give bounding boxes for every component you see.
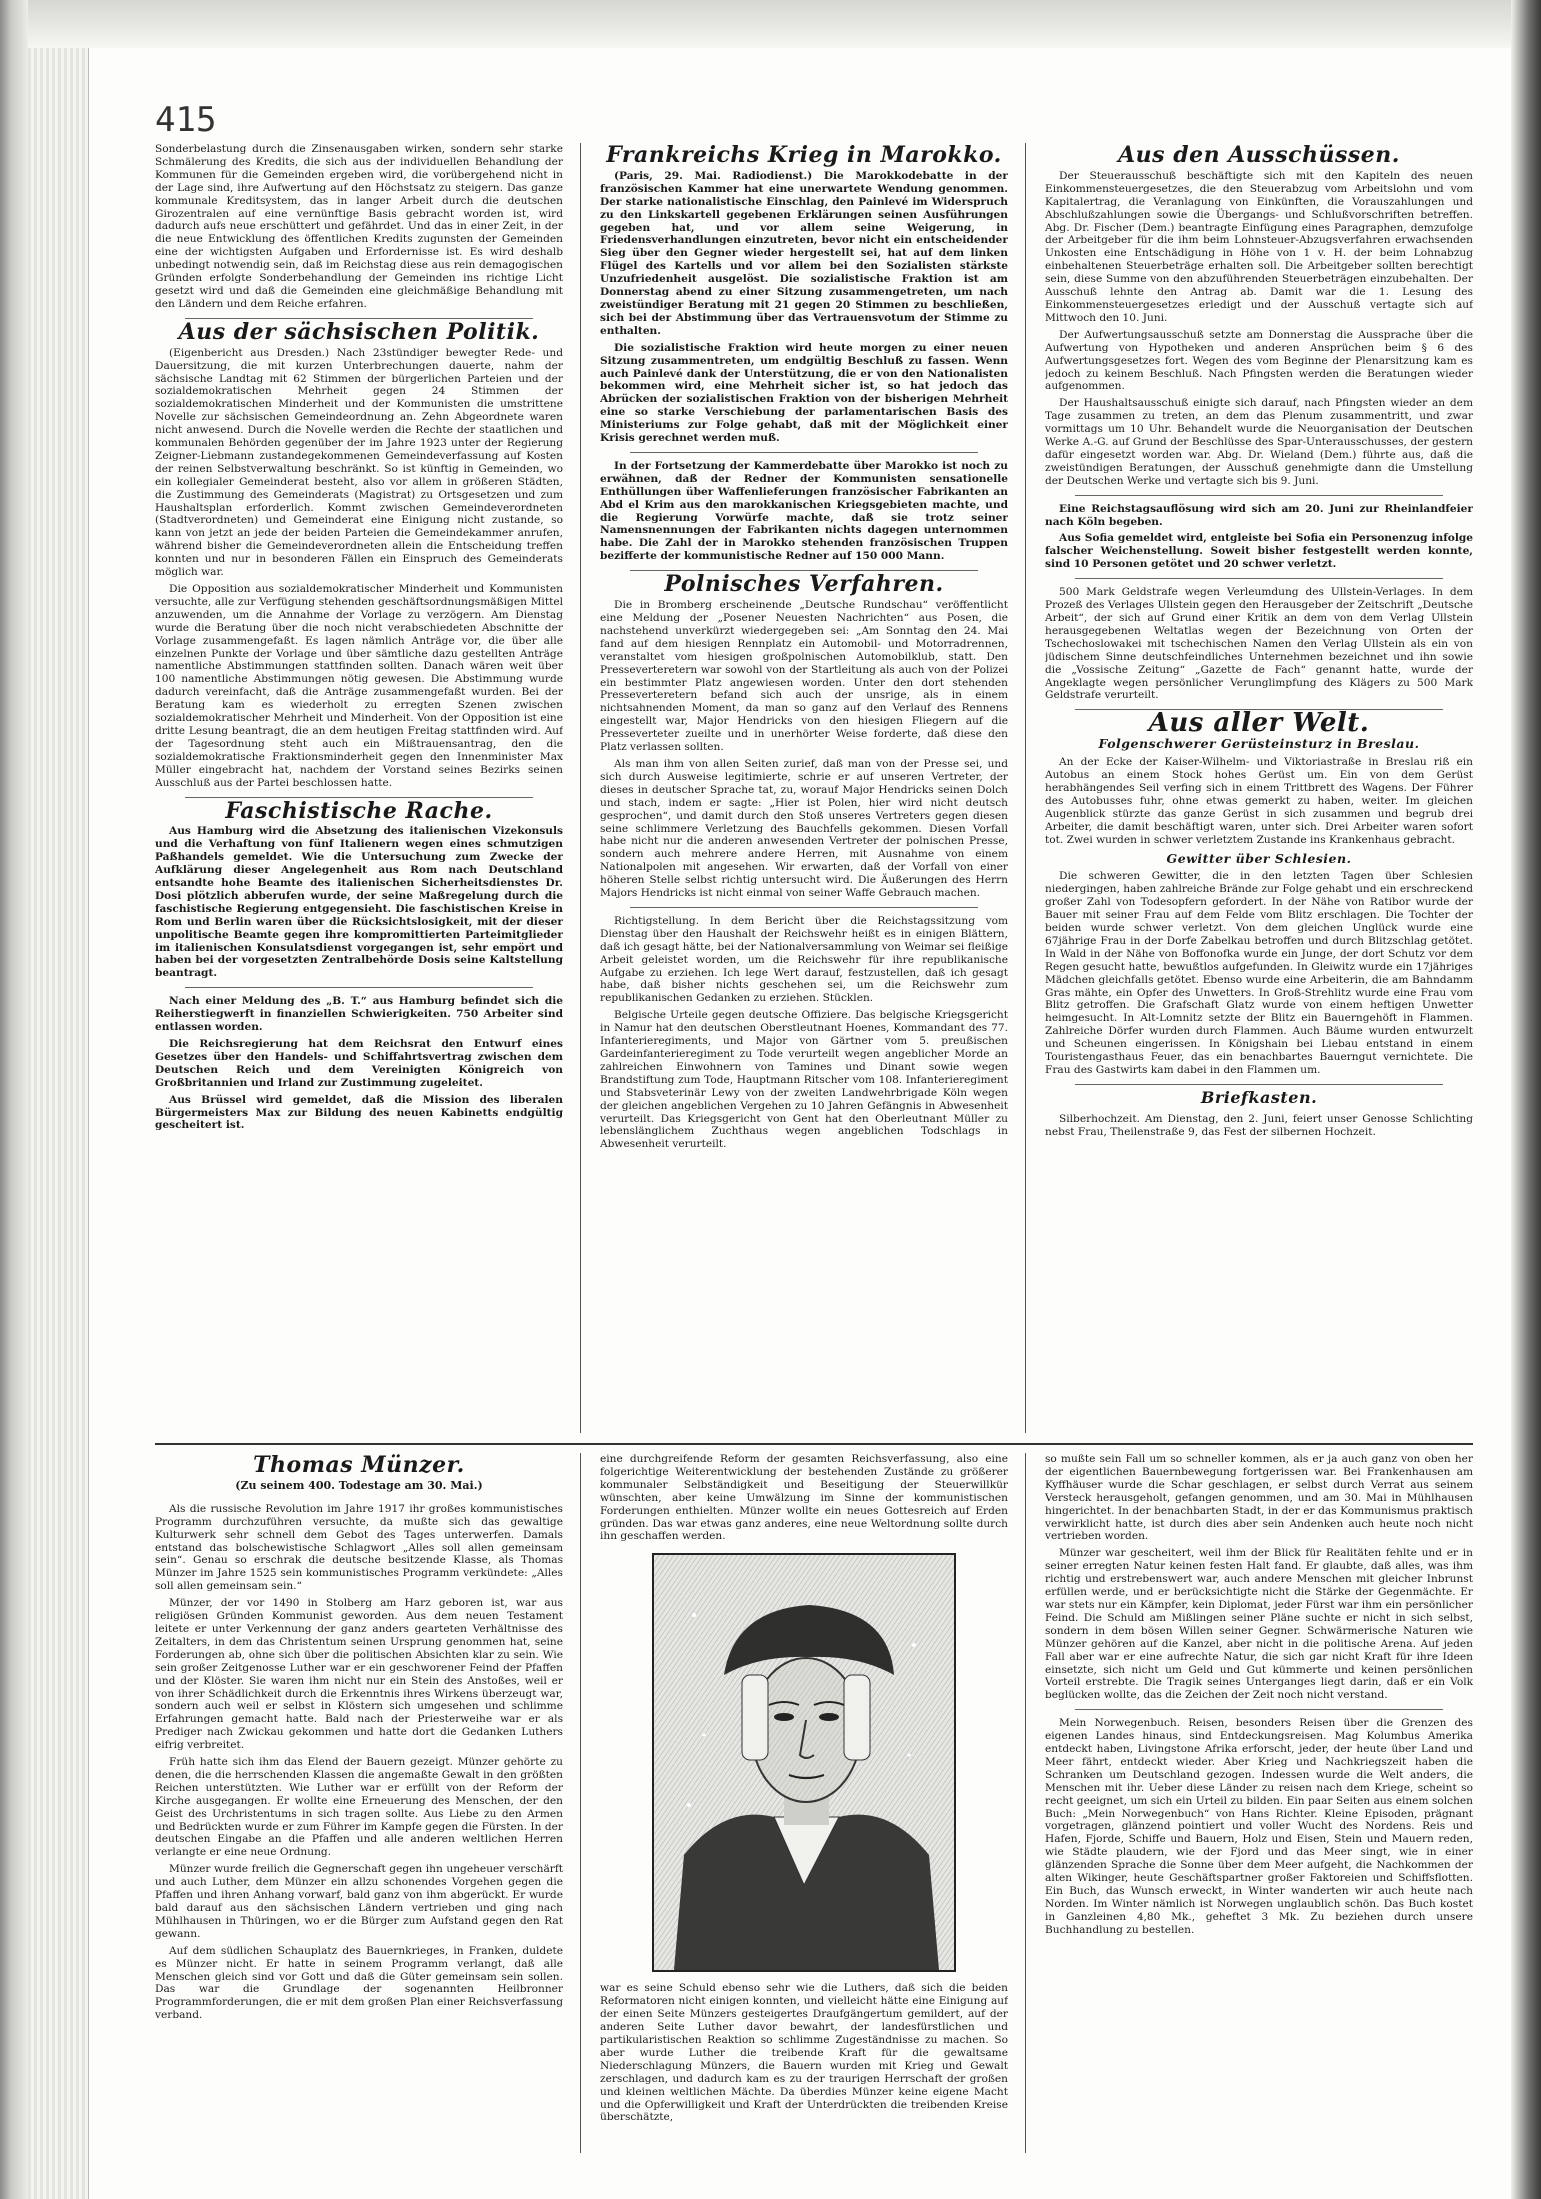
section-rule — [155, 1443, 1473, 1445]
right-column — [1045, 143, 1473, 1433]
mailbox-paragraph: Silberhochzeit. Am Dienstag, den 2. Juni, feiert unser Genosse Schlichting nebst Frau, Theilenstraße 9, das Fest der silbernen Hochzeit. — [1045, 1112, 1473, 1138]
mailbox-headline: Briefkasten. — [1200, 1087, 1318, 1107]
divider — [185, 987, 533, 988]
page-number: 415 — [155, 100, 217, 140]
sofia-paragraph: Aus Sofia gemeldet wird, entgleiste bei Sofia ein Personenzug infolge falscher Weichenstellung. Soweit bisher festgestellt werden konnte, sind 10 Personen getötet und 20 schwer verletzt. — [1045, 532, 1473, 571]
belgian-verdict-paragraph: Belgische Urteile gegen deutsche Offiziere. Das belgische Kriegsgericht in Namur hat den deutschen Oberstleutnant Hoenes, Kommandant des 77. Infanterieregiments, und Major von Gärtner vom 5. preußischen Gardeinfanterieregiment zu Tode verurteilt wegen angeblicher Morde an zahlreichen Einwohnern von Tamines und Dinant sowie wegen Brandstiftung zum Tode, Hauptmann Ritscher vom 108. Infanterieregiment und Stabsveterinär Lewy von der zweiten Landwehrbrigade Köln wegen der gleichen angeblichen Vergehen zu 10 Jahren Gefängnis in Abwesenheit verurteilt. Das Kriegsgericht von Gent hat den Oberleutnant Müller zu lebenslänglichem Zuchthaus wegen angeblichen Todschlags in Abwesenheit verurteilt. — [600, 1009, 1008, 1151]
scan-binding-top — [28, 0, 1541, 48]
muenzer-column-left — [155, 1453, 563, 2153]
column-rule-3 — [580, 1453, 581, 2153]
muenzer-paragraph: Münzer war gescheitert, weil ihm der Blick für Realitäten fehlte und er in seiner erregten Natur keinen festen Halt fand. Er glaubte, daß alles, was ihm richtig und erstrebenswert war, auch andere Menschen mit gleicher Inbrunst erfüllen werde, und er berücksichtigte nicht die Stärke der Gegenmächte. Er war stets nur ein Kämpfer, kein Diplomat, jeder Fürst war ihm ein persönlicher Feind. Die Schuld am Mißlingen seiner Pläne suchte er nicht in sich selbst, sondern in dem bösen Willen seiner Gegner. Schwärmerische Naturen wie Münzer gehören auf die Kanzel, aber nicht in die politische Arena. Auf jeden Fall aber war er eine aufrechte Natur, die sich gar nicht Kraft für ihre Ideen einsetzte, sich nicht um Geld und Gut kümmerte und keinen persönlichen Vorteil erstrebte. Die Tragik seines Unterganges liegt darin, daß er ein Volk beglücken wollte, das die Zeichen der Zeit noch nicht verstand. — [1045, 1547, 1473, 1702]
newspaper-page — [95, 48, 1490, 2178]
muenzer-paragraph: so mußte sein Fall um so schneller kommen, als er ja auch ganz von oben her der eigentlichen Bauernbewegung fortgerissen war. Bei Frankenhausen am Kyffhäuser wurde die Schar geschlagen, er selbst durch Verrat aus seinem Versteck herausgeholt, gefangen genommen, und am 30. Mai in Mühlhausen hingerichtet. In der benachbarten Stadt, in der er das Kommunismus praktisch verwirklicht hatte, ist durch dies aber sein Andenken auch heute noch nicht vertrieben worden. — [1045, 1453, 1473, 1543]
muenzer-paragraph: Auf dem südlichen Schauplatz des Bauernkrieges, in Franken, duldete es Münzer nicht. Er hatte in seinem Programm verlangt, daß alle Menschen gleich sind vor Gott und daß die Güter gemeinsam sein sollen. Das war die Grundlage der sogenannten Heilbronner Programmforderungen, die er mit dem großen Plan einer Reichsverfassung verband. — [155, 1944, 563, 2022]
scan-binding-left — [0, 0, 28, 2199]
norway-book-paragraph: Mein Norwegenbuch. Reisen, besonders Reisen über die Grenzen des eigenen Landes hinaus, sind Entdeckungsreisen. Mag Kolumbus Amerika entdeckt haben, Livingstone Afrika erforscht, jeder, der heute über Land und Meer fährt, entdeckt wieder. Aber Krieg und Nachkriegszeit haben die Schranken um Deutschland gezogen. Indessen wurde die Welt anders, die Menschen mit ihr. Ueber diese Länder zu reisen nach dem Kriege, scheint so recht geeignet, um sich ein Urteil zu bilden. Ein paar Seiten aus einem solchen Buch: „Mein Norwegenbuch“ von Hans Richter. Kleine Episoden, prägnant vorgetragen, glänzend pointiert und voller Wucht des Nordens. Reis und Hafen, Fjorde, Schiffe und Bauern, Holz und Eisen, Stein und Mauern reden, wie Städte plaudern, wie der Fjord und das Meer singt, wie in einer glänzenden Sprache die Sonne über dem Meer aufgeht, die Nachkommen der alten Wikinger, heute Geschäftspartner großer Faktoreien und Schiffsflotten. Ein Buch, das Wunsch erweckt, in Winter wanderten wir auch heute nach Norden. Im Winter nämlich ist Norwegen unglaublich schön. Das Buch kostet in Ganzleinen 4,80 Mk., geheftet 3 Mk. Zu beziehen durch unsere Buchhandlung zu bestellen. — [1045, 1717, 1473, 1936]
muenzer-paragraph: Münzer, der vor 1490 in Stolberg am Harz geboren ist, war aus religiösen Gründen Kommunist geworden. Aus dem neuen Testament leitete er unter Verkennung der ganz anders gearteten Verhältnisse des Zeitalters, in dem das Christentum seinen Ursprung genommen hat, seine Forderungen ab, ohne sich über die politischen Absichten klar zu sein. Wie sein großer Zeitgenosse Luther war er ein geschworener Feind der Pfaffen und der Klöster. Sie waren ihm nicht nur ein Stein des Anstoßes, weil er von ihrer Schädlichkeit durch die Erkenntnis ihres Wirkens überzeugt war, sondern auch weil er selbst in Klöstern sich umgesehen und schlimme Erfahrungen gemacht hatte. Bald nach der Priesterweihe war er als Prediger nach Zwickau gekommen und hatte dort die Gedanken Luthers eifrig verbreitet. — [155, 1597, 563, 1752]
saxony-paragraph: (Eigenbericht aus Dresden.) Nach 23stündiger bewegter Rede- und Dauersitzung, die mit kurzen Unterbrechungen dauerte, nahm der sächsische Landtag mit 62 Stimmen der bürgerlichen Parteien und der sozialdemokratischen Mehrheit gegen 24 Stimmen der sozialdemokratischen Minderheit und der Kommunisten die umstrittene Novelle zur sächsischen Gemeindeordnung an. Zehn Abgeordnete waren nicht anwesend. Durch die Novelle werden die Rechte der staatlichen und kommunalen Behörden gegenüber der im Jahre 1923 unter der Regierung Zeigner-Liebmann zustandegekommenen Gemeindeverfassung auf Kosten der reinen Selbstverwaltung beschränkt. So ist künftig in Gemeinden, wo ein kollegialer Gemeinderat besteht, also vor allem in größeren Städten, die Zustimmung des Gemeinderats (Magistrat) zu Ortsgesetzen und zum Haushaltsplan erforderlich. Kommt zwischen Gemeindeverordneten (Stadtverordneten) und Gemeinderat eine Einigung nicht zustande, so kann von jetzt an jede der beiden Parteien die Gemeindekammer anrufen, während bisher die Gemeindeverordneten allein die Entscheidung treffen konnten und nur in besonderen Fällen ein Einspruch des Gemeinderats möglich war. — [155, 346, 563, 579]
shipyard-paragraph: Nach einer Meldung des „B. T.“ aus Hamburg befindet sich die Reiherstiegwerft in finanziellen Schwierigkeiten. 750 Arbeiter sind entlassen worden. — [155, 995, 563, 1034]
brussels-paragraph: Aus Brüssel wird gemeldet, daß die Mission des liberalen Bürgermeisters Max zur Bildung des neuen Kabinetts endgültig gescheitert ist. — [155, 1093, 563, 1132]
muenzer-subheadline: (Zu seinem 400. Todestage am 30. Mai.) — [235, 1478, 483, 1492]
muenzer-paragraph: eine durchgreifende Reform der gesamten Reichsverfassung, also eine folgerichtige Weiterentwicklung der bestehenden Zustände zu größerer kommunaler Selbständigkeit und Beseitigung der Steuerwillkür wünschten, aber keine Umwälzung im Sinne der kommunistischen Forderungen enthielten. Münzer wollte ein neues Gottesreich auf Erden gründen. Das war etwas ganz anderes, eine neue Weltordnung sollte durch ihn geschaffen werden. — [600, 1453, 1008, 1543]
polish-headline: Polnisches Verfahren. — [664, 571, 944, 598]
scan-binding-right — [1511, 0, 1541, 2199]
muenzer-headline: Thomas Münzer. — [253, 1453, 465, 1478]
committees-paragraph: Der Steuerausschuß beschäftigte sich mit den Kapiteln des neuen Einkommensteuergesetzes, die den Steuerabzug vom Arbeitslohn und vom Kapitalertrag, die Veranlagung von Einkünften, die Vorauszahlungen und Abschlußzahlungen sowie die Übergangs- und Schlußvorschriften betreffen. Abg. Dr. Fischer (Dem.) beantragte Einfügung eines Paragraphen, demzufolge der Arbeitgeber für die ihm beim Lohnsteuer-Abzugsverfahren erwachsenden Unkosten eine Entschädigung in Höhe von 1 v. H. der beim Lohnabzug einbehaltenen Steuerbeträge erhalten soll. Die Arbeitgeber sollten berechtigt sein, diese Summe von den abzuführenden Steuerbeträgen einzubehalten. Der Ausschuß lehnte den Antrag ab. Damit war die 1. Lesung des Einkommensteuergesetzes erledigt und der Ausschuß vertagte sich auf Mittwoch den 10. Juni. — [1045, 169, 1473, 324]
saxony-paragraph: Die Opposition aus sozialdemokratischer Minderheit und Kommunisten versuchte, alle zur Verfügung stehenden geschäftsordnungsmäßigen Mittel anzuwenden, um die Annahme der Vorlage zu verzögern. Am Dienstag wurde die Beratung über die noch nicht verabschiedeten Abschnitte der Vorlage zusammengefaßt. Es lagen nämlich Anträge vor, die über alle einzelnen Punkte der Vorlage und über sämtliche dazu gestellten Anträge namentliche Abstimmungen stattfinden sollten. Danach wären weit über 100 namentliche Abstimmungen nötig gewesen. Die Abstimmung wurde dadurch vereinfacht, daß die Anträge zusammengefaßt wurden. Bei der Beratung kam es wiederholt zu erregten Szenen zwischen sozialdemokratischer Mehrheit und Minderheit. Von der Opposition ist eine dritte Lesung beantragt, die an dem heutigen Freitag stattfinden wird. Auf der Tagesordnung steht auch ein Mißtrauensantrag, den die sozialdemokratische Fraktionsminderheit gegen den Innenminister Max Müller eingebracht hat, nachdem der Vorstand seines Bezirks seinen Ausschluß aus der Partei beschlossen hatte. — [155, 583, 563, 789]
committees-paragraph: Der Aufwertungsausschuß setzte am Donnerstag die Aussprache über die Aufwertung von Hypotheken und anderen Ansprüchen beim § 6 des Aufwertungsgesetzes fort. Wegen des vom Beginne der Plenarsitzung kam es jedoch zu keinem Beschluß. Nach Pfingsten werden die Beratungen wieder aufgenommen. — [1045, 328, 1473, 393]
muenzer-paragraph: war es seine Schuld ebenso sehr wie die Luthers, daß sich die beiden Reformatoren nicht einigen konnten, und vielleicht hätte eine Einigung auf der einen Seite Münzers gesteigertes Draufgängertum gemildert, auf der anderen Seite Luther davor bewahrt, der landesfürstlichen und partikularistischen Reaktion so schlimme Zugeständnisse zu machen. So aber wurde Luther die treibende Kraft für die gewaltsame Niederschlagung Münzers, die Bauern wurden mit Krieg und Gewalt zerschlagen, und dadurch kam es zu der traurigen Herrschaft der großen und kleinen weltlichen Mächte. Da überdies Münzer keine eigene Macht und die Opferwilligkeit und Kraft der Unterdrückten die treibenden Kreise überschätzte, — [600, 1982, 1008, 2124]
world-headline: Aus aller Welt. — [1148, 708, 1370, 739]
committees-headline: Aus den Ausschüssen. — [1118, 143, 1400, 168]
saxony-headline: Aus der sächsischen Politik. — [178, 318, 540, 345]
morocco-paragraph: (Paris, 29. Mai. Radiodienst.) Die Marokkodebatte in der französischen Kammer hat eine unerwartete Wendung genommen. Der starke nationalistische Einschlag, den Painlevé im Widerspruch zu den Linkskartell gegebenen Erklärungen seinen Ausführungen gegeben hat, und vor allem seine Weigerung, in Friedensverhandlungen einzutreten, bevor nicht ein entscheidender Sieg über den Gegner wieder hergestellt sei, hat auf dem linken Flügel des Kartells und vor allem bei den Sozialisten stärkste Unzufriedenheit ausgelöst. Die sozialistische Fraktion ist am Donnerstag abend zu einer Sitzung zusammengetreten, um nach zweistündiger Beratung mit 21 gegen 20 Stimmen zu beschließen, sich bei der Abstimmung über das Vertrauensvotum der Stimme zu enthalten. — [600, 169, 1008, 337]
muenzer-paragraph: Münzer wurde freilich die Gegnerschaft gegen ihn ungeheuer verschärft und auch Luther, dem Münzer ein allzu schonendes Vorgehen gegen die Pfaffen und ihren Anhang vorwarf, bald ganz von ihm abgerückt. Er wurde bald darauf aus den sächsischen Ländern vertrieben und ging nach Mühlhausen in Thüringen, wo er die Bürger zum Aufstand gegen den Rat gewann. — [155, 1863, 563, 1940]
treaty-paragraph: Die Reichsregierung hat dem Reichsrat den Entwurf eines Gesetzes über den Handels- und Schiffahrtsvertrag zwischen dem Deutschen Reich und dem Vereinigten Königreich von Großbritannien und Irland zur Zustimmung zugeleitet. — [155, 1038, 563, 1089]
world-paragraph: Die schweren Gewitter, die in den letzten Tagen über Schlesien niedergingen, haben zahlreiche Brände zur Folge gehabt und ein erschreckend großer Zahl von Todesopfern gefordert. In der Nähe von Ratibor wurde der Bauer mit seiner Frau auf dem Felde vom Blitz erschlagen. Die Tochter der beiden wurde schwer verletzt. Von dem gleichen Unglück wurde eine 67jährige Frau in der Dorfe Zabelkau betroffen und durch Blitzschlag getötet. In Wald in der Nähe von Boffonofka wurde ein Junge, der dort Schutz vor dem Regen gesucht hatte, bewußtlos aufgefunden. In Gleiwitz wurde ein 17jähriges Mädchen gleichfalls getötet. Ebenso wurde eine Arbeiterin, die am Bahndamm Gras mähte, ein Opfer des Unwetters. In Groß-Strehlitz wurde eine Frau vom Blitz getroffen. Die Grafschaft Glatz wurde von einem heftigen Unwetter heimgesucht. In Alt-Lomnitz setzte der Blitz ein Bauerngehöft in Flammen. Zahlreiche Dörfer wurden durch Flammen. Auch Bäume wurden entwurzelt und Scheunen eingerissen. In Königshain bei Liebau entstand in einem Touristengasthaus Feuer, das ein benachbartes Bauerngut vernichtete. Die Frau des Gastwirts kam dabei in den Flammen um. — [1045, 870, 1473, 1076]
divider — [1075, 1084, 1443, 1085]
muenzer-column-middle — [600, 1453, 1008, 2153]
correction-paragraph: Richtigstellung. In dem Bericht über die Reichstagssitzung vom Dienstag über den Haushalt der Reichswehr heißt es in einigen Blättern, daß ich gesagt hätte, bei der Nationalversammlung von Weimar sei fleißige Arbeit geleistet worden, um die Reichswehr für ihre republikanische Aufgabe zu erziehen. Ich lege Wert darauf, festzustellen, daß ich gesagt habe, daß bisher nichts geschehen sei, um die Reichswehr zum republikanischen Gedanken zu erziehen. Stücklen. — [600, 914, 1008, 1005]
world-paragraph: An der Ecke der Kaiser-Wilhelm- und Viktoriastraße in Breslau riß ein Autobus an einem Stock hohes Gerüst um. Ein von dem Gerüst herabhängendes Seil verfing sich in einem Trittbrett des Wagens. Der Führer des Autobusses fuhr, ohne etwas gemerkt zu haben, weiter. Im gleichen Augenblick stürzte das ganze Gerüst in sich zusammen und begrub drei Arbeiter, die damit beschäftigt waren, unter sich. Drei Arbeiter waren sofort tot. Zwei wurden in schwer verletztem Zustande ins Krankenhaus gebracht. — [1045, 756, 1473, 846]
scan-page-edges — [28, 0, 89, 2199]
muenzer-column-right — [1045, 1453, 1473, 2153]
column-rule-2 — [1025, 143, 1026, 1433]
polish-paragraph: Als man ihm von allen Seiten zurief, daß man von der Presse sei, und sich durch Ausweise legitimierte, schrie er auf unseren Vertreter, der dieses in deutscher Sprache tat, zu, worauf Major Hendricks seinen Dolch und stach, indem er sagte: „Hier ist Polen, hier wird nicht deutsch gesprochen“, und damit durch den Stoß unseres Vertreters gegen diesen seine schlimmere Verletzung des Bauchfells gekommen. Diesen Vorfall habe nicht nur die anderen anwesenden Vertreter der polnischen Presse, sondern auch mehrere andere Herren, mit Ausnahme von einem Nationalpolen mit angesehen. Wir erwarten, daß der Vorfall von einer höheren Stelle selbst richtig untersucht wird. Die Äußerungen des Herrn Majors Hendricks ist nicht einmal von seiner Waffe Gebrauch machen. — [600, 757, 1008, 900]
ullstein-paragraph: 500 Mark Geldstrafe wegen Verleumdung des Ullstein-Verlages. In dem Prozeß des Verlages Ullstein gegen den Herausgeber der Zeitschrift „Deutsche Arbeit“, der sich auf Grund einer Kritik an dem von dem Verlag Ullstein herausgegebenen Weltatlas wegen der Bezeichnung von Orten der Tschechoslowakei mit tschechischen Namen den Verlag Ullstein als ein von jüdischem Sinne deutschfeindliches Unternehmen bezeichnet und ihn sowie die „Vossische Zeitung“ „Gazette de Fach“ genannt hatte, wurde der Angeklagte wegen persönlicher Verunglimpfung des Klägers zu 500 Mark Geldstrafe verurteilt. — [1045, 586, 1473, 702]
muenzer-paragraph: Als die russische Revolution im Jahre 1917 ihr großes kommunistisches Programm durchzuführen versuchte, da mußte sich das gewaltige Kulturwerk sehr schnell dem Gebot des Tages unterwerfen. Damals entstand das bolschewistische Schlagwort „Alles soll allen gemeinsam sein“. Genau so erschrak die deutsche besitzende Klasse, als Thomas Münzer im Jahre 1525 sein kommunistisches Programm verkündete: „Alles soll allen gemeinsam sein.“ — [155, 1502, 563, 1593]
morocco-headline: Frankreichs Krieg in Marokko. — [606, 143, 1002, 168]
world-subheadline: Gewitter über Schlesien. — [1166, 850, 1352, 866]
divider — [630, 907, 978, 908]
morocco-paragraph: Die sozialistische Fraktion wird heute morgen zu einer neuen Sitzung zusammentreten, um endgültig Beschluß zu fassen. Wenn auch Painlevé dank der Unterstützung, die er von den Nationalisten bekommen wird, eine Mehrheit sicher ist, so hat jedoch das Abrücken der sozialistischen Fraktion von der bisherigen Mehrheit eine so starke Verschiebung der parlamentarischen Basis des Ministeriums zur Folge gehabt, daß mit der Möglichkeit einer Krisis gerechnet werden muß. — [600, 341, 1008, 445]
committees-paragraph: Der Haushaltsausschuß einigte sich darauf, nach Pfingsten wieder an dem Tage zusammen zu treten, an dem das Plenum zusammentritt, und zwar vormittags um 10 Uhr. Behandelt wurde die Neuorganisation der Deutschen Werke A.-G. auf Grund der Beschlüsse des Spar-Unterausschusses, der gestern dafür eingesetzt worden war. Abg. Dr. Wieland (Dem.) führte aus, daß die zweistündigen Beratungen, der Ausschuß genehmigte dann die Umstellung der Deutschen Werke und vertagte sich bis 9. Juni. — [1045, 397, 1473, 487]
fascist-paragraph: Aus Hamburg wird die Absetzung des italienischen Vizekonsuls und die Verhaftung von fünf Italienern wegen eines schmutzigen Paßhandels gemeldet. Wie die Untersuchung zum Zwecke der Aufklärung dieser Angelegenheit aus Rom nach Deutschland entsandte hohe Beamte des italienischen Sicherheitsdienstes Dr. Dosi plötzlich abberufen wurde, der seine Maßregelung durch die faschistische Regierung entgegensieht. Die faschistischen Kreise in Rom und Berlin waren über die Rücksichtslosigkeit, mit der dieser unpolitische Beamte gegen ihre kompromittierten Parteimitglieder im italienischen Konsulatsdienst vorgegangen ist, sehr empört und haben bei der vorgesetzten Zentralbehörde Dosis seine Kaltstellung beantragt. — [155, 825, 563, 980]
divider — [1075, 495, 1443, 496]
world-subheadline: Folgenschwerer Gerüsteinsturz in Breslau. — [1098, 736, 1420, 752]
left-column — [155, 143, 563, 1433]
intro-paragraph: Sonderbelastung durch die Zinsenausgaben wirken, sondern sehr starke Schmälerung des Kredits, die sich aus der individuellen Behandlung der Kommunen für die Gemeinden ergeben wird, die vorübergehend nicht in der Lage sind, ihre Aufwertung auf den Höchstsatz zu steigern. Das ganze kommunale Kreditsystem, das in langer Arbeit durch die deutschen Girozentralen auf eine vernünftige Basis gebracht worden ist, wird dadurch aufs neue erschüttert und gefährdet. Und das in einer Zeit, in der die neue Entwicklung des öffentlichen Kredits zugunsten der Gemeinden eine der wichtigsten Aufgaben und Erfordernisse ist. Es wird deshalb unbedingt notwendig sein, daß im Reichstag diese aus rein demagogischen Gründen erfolgte Sonderbehandlung der Gemeinden ins richtige Licht gesetzt wird und daß die Gemeinden eine gleichmäßige Behandlung mit den Ländern und dem Reiche erfahren. — [155, 143, 563, 310]
portrait-engraving — [654, 1555, 954, 1970]
polish-paragraph: Die in Bromberg erscheinende „Deutsche Rundschau“ veröffentlicht eine Meldung der „Posener Neuesten Nachrichten“ aus Posen, die nachstehend unverkürzt wiedergegeben sei: „Am Sonntag den 24. Mai fand auf dem hiesigen Rennplatz ein Automobil- und Motorradrennen, veranstaltet vom hiesigen großpolnischen Automobilklub, statt. Den Presseverteretern war sowohl von der Startleitung als auch von der Polizei ein bestimmter Platz angewiesen worden. Unter den dort stehenden Presseverteretern befand sich auch der unsrige, als in einem nichtsahnenden Moment, da man so ganz auf den Verlauf des Rennens eingestellt war, Major Hendricks von den hiesigen Fliegern auf die Presseverteter zueilte und in unerhörter Weise forderte, daß diese den Platz verlassen sollten. — [600, 599, 1008, 754]
column-rule-4 — [1025, 1453, 1026, 2153]
divider — [1075, 578, 1443, 579]
divider — [1075, 1709, 1443, 1710]
middle-column — [600, 143, 1008, 1433]
muenzer-portrait — [652, 1553, 956, 1972]
morocco-paragraph: In der Fortsetzung der Kammerdebatte über Marokko ist noch zu erwähnen, daß der Redner der Kommunisten sensationelle Enthüllungen über Waffenlieferungen französischer Fabrikanten an Abd el Krim aus den marokkanischen Kriegsgebieten machte, und die Regierung Vorwürfe machte, daß sie trotz seiner Namensnennungen der Fabrikanten nichts dagegen unternommen habe. Die Zahl der in Marokko stehenden französischen Truppen bezifferte der kommunistische Redner auf 150 000 Mann. — [600, 459, 1008, 563]
rhineland-paragraph: Eine Reichstagsauflösung wird sich am 20. Juni zur Rheinlandfeier nach Köln begeben. — [1045, 502, 1473, 528]
column-rule-1 — [580, 143, 581, 1433]
divider — [630, 452, 978, 453]
fascist-headline: Faschistische Rache. — [225, 797, 493, 824]
muenzer-paragraph: Früh hatte sich ihm das Elend der Bauern gezeigt. Münzer gehörte zu denen, die die herrschenden Klassen die angemaßte Gewalt in den größten Reichen unterstützten. Wie Luther war er erfüllt von der Reform der Kirche ausgegangen. Er wollte eine Erneuerung des Menschen, der den Geist des Urchristentums in sich tragen sollte. Aus Liebe zu den Armen und Bedrückten wurde er zum Führer im Kampfe gegen die Fürsten. In der deutschen Eingabe an die Pfaffen und alle anderen weltlichen Herren verlangte er eine neue Ordnung. — [155, 1756, 563, 1859]
